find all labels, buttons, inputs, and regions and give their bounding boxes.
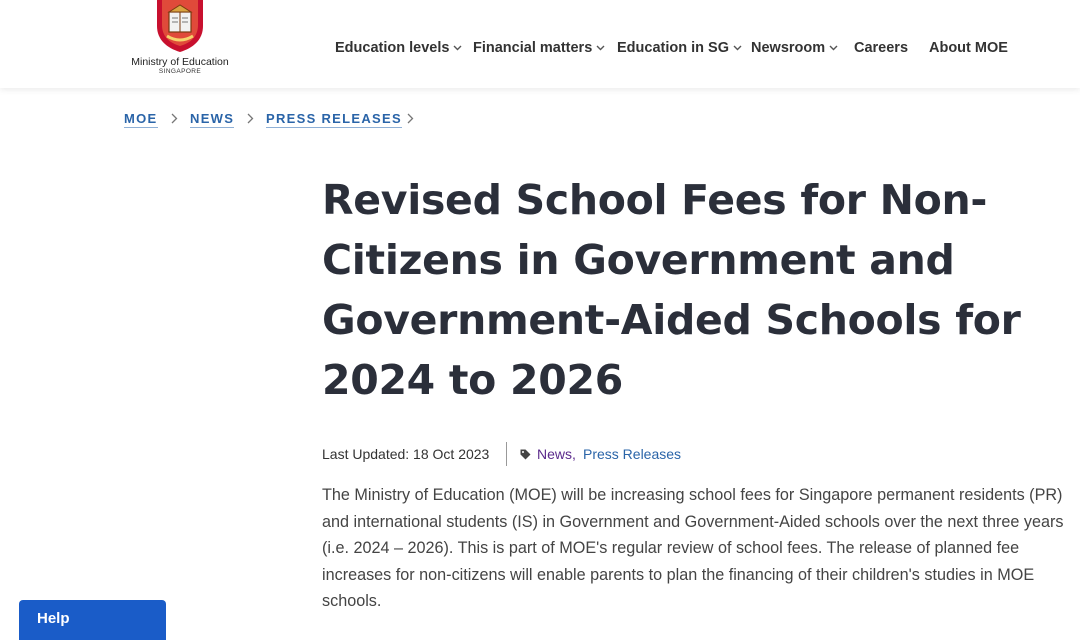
tag-link-press-releases[interactable]: Press Releases [583,446,682,462]
breadcrumb-moe[interactable]: MOE [124,111,158,126]
moe-crest-icon [153,0,207,54]
nav-about-moe[interactable] [929,38,1008,58]
nav-label: Financial matters [473,40,593,56]
last-updated: Last Updated: 18 Oct 2023 [322,446,490,462]
tag-icon [520,449,531,460]
chevron-right-icon [247,113,254,124]
nav-education-levels[interactable] [335,38,462,58]
meta-divider [506,442,507,466]
tag-link-news[interactable]: News, [537,446,576,462]
nav-label: Newsroom [751,40,826,56]
nav-label: Education levels [335,40,450,56]
chevron-down-icon [453,45,462,51]
chevron-right-icon [171,113,178,124]
chevron-down-icon [829,45,838,51]
logo-subtitle: SINGAPORE [158,68,202,75]
nav-financial-matters[interactable] [473,38,605,58]
nav-label: Education in SG [617,40,729,56]
chevron-down-icon [733,45,742,51]
nav-newsroom[interactable] [751,38,838,58]
nav-label: Careers [854,40,909,56]
chevron-down-icon [596,45,605,51]
help-button[interactable]: Help [19,600,166,640]
article-body: The Ministry of Education (MOE) will be increasing school fees for Singapore permanent residents (PR) and international students (IS) in Government and Government-Aided schools over the next three years (i.e. 2024 – 2026). This is part of MOE's regular review of school fees. The release of planned fee increases for non-citizens will enable parents to plan the financing of their children's studies in MOE schools. [322,486,1064,610]
breadcrumb-news[interactable]: NEWS [190,111,235,126]
site-header [0,0,1080,88]
nav-label: About MOE [929,40,1008,56]
nav-education-in-sg[interactable] [617,38,742,58]
nav-careers[interactable] [854,38,908,58]
chevron-right-icon [407,113,414,124]
breadcrumb-press-releases[interactable]: PRESS RELEASES [266,111,402,126]
page-title: Revised School Fees for Non-Citizens in Government and Government-Aided Schools for 2024 to 2026 [322,176,1021,404]
moe-logo[interactable] [120,0,240,82]
logo-title: Ministry of Education [131,56,229,68]
